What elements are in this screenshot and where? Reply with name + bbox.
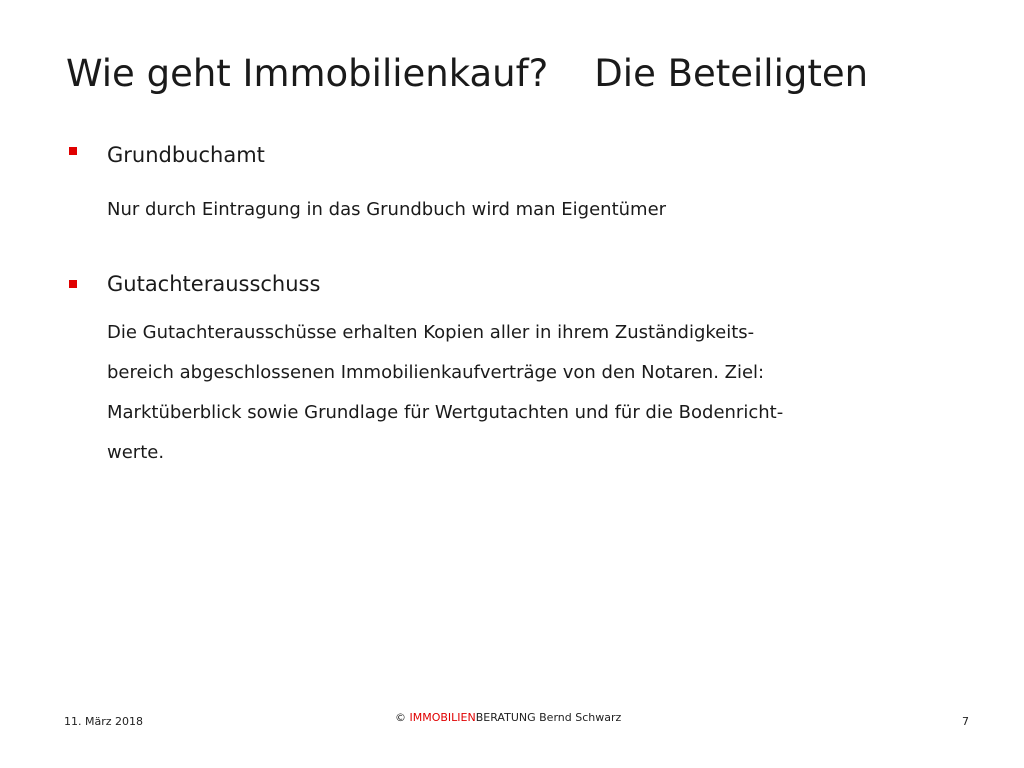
text-line: Die Gutachterausschüsse erhalten Kopien aller in ihrem Zuständigkeits- — [107, 322, 755, 343]
text-line: werte. — [107, 442, 165, 463]
brand-owner: Bernd Schwarz — [539, 711, 622, 724]
text-line: Nur durch Eintragung in das Grundbuch wird man Eigentümer — [107, 199, 667, 220]
section-heading-grundbuchamt: Grundbuchamt — [107, 143, 265, 167]
brand-name-red: IMMOBILIEN — [409, 711, 476, 724]
slide-title — [66, 52, 868, 95]
brand-name-rest: BERATUNG — [475, 711, 536, 724]
text-line: Marktüberblick sowie Grundlage für Wertgutachten und für die Bodenricht- — [107, 402, 784, 423]
slide-title-sub: Die Beteiligten — [594, 52, 869, 95]
section-heading-gutachterausschuss: Gutachterausschuss — [107, 272, 321, 296]
footer-copyright — [395, 711, 621, 724]
text-line: bereich abgeschlossenen Immobilienkaufverträge von den Notaren. Ziel: — [107, 362, 765, 383]
bullet-square-icon — [69, 280, 77, 288]
bullet-square-icon — [69, 147, 77, 155]
footer-date: 11. März 2018 — [64, 715, 144, 728]
page-number: 7 — [962, 715, 969, 728]
section-text-grundbuchamt — [107, 190, 666, 230]
slide-title-main: Wie geht Immobilienkauf? — [66, 52, 549, 95]
section-text-gutachterausschuss — [107, 313, 783, 473]
copyright-symbol: © — [395, 711, 406, 724]
